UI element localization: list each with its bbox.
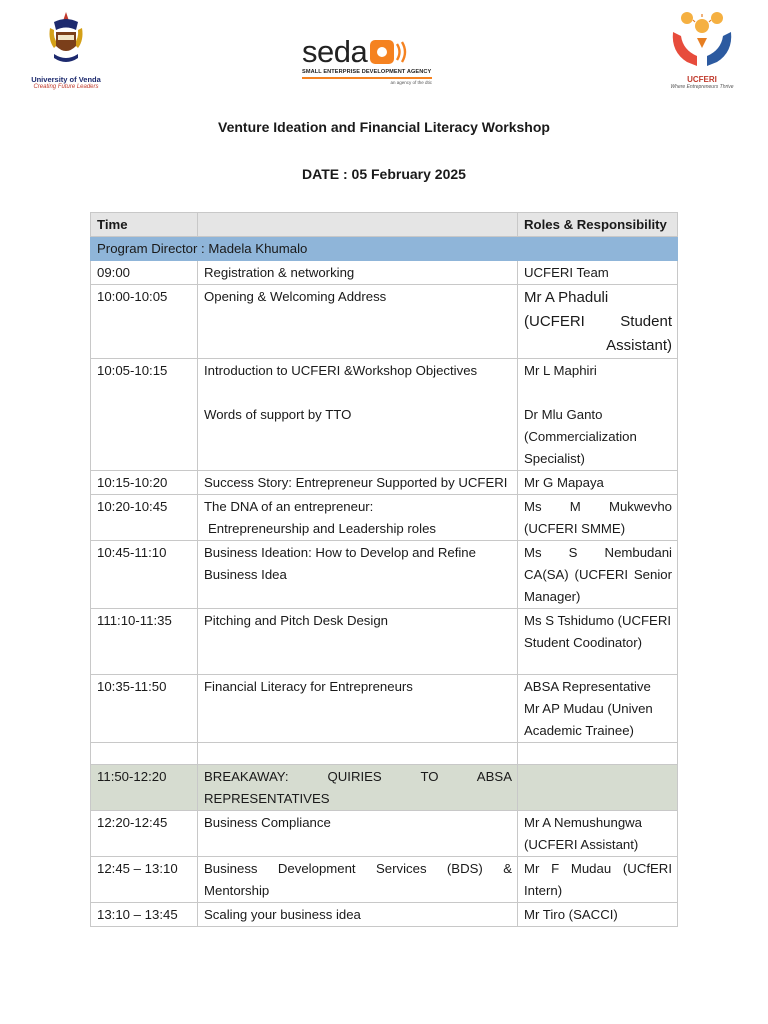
- ucferi-tagline: Where Entrepreneurs Thrive: [670, 84, 734, 90]
- row-activity: [198, 495, 518, 541]
- table-row: [91, 541, 678, 609]
- ucferi-hands-bulb-icon: [667, 8, 737, 72]
- seda-wordmark: seda: [302, 34, 368, 69]
- role-line: ABSA Representative: [524, 679, 651, 694]
- row-role: Mr A Nemushungwa (UCFERI Assistant): [518, 811, 678, 857]
- table-row: [91, 675, 678, 743]
- row-time: 13:10 – 13:45: [91, 903, 198, 927]
- row-activity: Business Compliance: [198, 811, 518, 857]
- role-line: Mr A Phaduli: [524, 289, 609, 306]
- ucferi-name: UCFERI: [687, 75, 717, 84]
- row-role: Ms S Nembudani CA(SA) (UCFERI Senior Manager): [518, 541, 678, 609]
- row-time: 10:45-11:10: [91, 541, 198, 609]
- row-activity: Business Development Services (BDS) & Mentorship: [198, 857, 518, 903]
- table-row: [91, 495, 678, 541]
- role-line: Assistant): [606, 337, 672, 354]
- row-role: [518, 359, 678, 471]
- seda-divider: [302, 77, 432, 79]
- row-time: 11:50-12:20: [91, 765, 198, 811]
- row-time: 10:05-10:15: [91, 359, 198, 471]
- table-row: [91, 609, 678, 675]
- row-time: 10:15-10:20: [91, 471, 198, 495]
- header-roles: Roles & Responsibility: [518, 213, 678, 237]
- row-activity: Success Story: Entrepreneur Supported by UCFERI: [198, 471, 518, 495]
- ucferi-logo: [664, 8, 740, 94]
- table-row: [91, 285, 678, 359]
- row-time: 12:45 – 13:10: [91, 857, 198, 903]
- row-role: Mr F Mudau (UCfERI Intern): [518, 857, 678, 903]
- table-row: [91, 811, 678, 857]
- row-role: [518, 285, 678, 359]
- seda-logo: [302, 34, 440, 92]
- row-activity: Financial Literacy for Entrepreneurs: [198, 675, 518, 743]
- row-time: 111:10-11:35: [91, 609, 198, 675]
- role-line: Ms S Tshidumo (UCFERI Student Coodinator): [524, 613, 672, 650]
- row-activity: [198, 359, 518, 471]
- row-time: 10:00-10:05: [91, 285, 198, 359]
- row-time: 09:00: [91, 261, 198, 285]
- row-role: [518, 609, 678, 675]
- program-director: Program Director : Madela Khumalo: [91, 237, 678, 261]
- row-time: 10:20-10:45: [91, 495, 198, 541]
- venda-tagline: Creating Future Leaders: [33, 84, 99, 90]
- row-activity: Scaling your business idea: [198, 903, 518, 927]
- seda-agency-of: an agency of the dtic: [390, 80, 432, 85]
- venda-crest-icon: [44, 10, 88, 68]
- row-time: 10:35-11:50: [91, 675, 198, 743]
- row-role: UCFERI Team: [518, 261, 678, 285]
- seda-signal-icon: [370, 39, 408, 65]
- row-activity: Pitching and Pitch Desk Design: [198, 609, 518, 675]
- row-role: Mr G Mapaya: [518, 471, 678, 495]
- table-header-row: [91, 213, 678, 237]
- row-activity: Opening & Welcoming Address: [198, 285, 518, 359]
- row-role: [518, 765, 678, 811]
- role-line: Dr Mlu Ganto (Commercialization Specialist): [524, 407, 637, 466]
- header-activity: [198, 213, 518, 237]
- table-row: [91, 359, 678, 471]
- row-activity: Registration & networking: [198, 261, 518, 285]
- row-time: 12:20-12:45: [91, 811, 198, 857]
- activity-line: Words of support by TTO: [204, 407, 352, 422]
- role-line: Mr AP Mudau (Univen Academic Trainee): [524, 701, 653, 738]
- table-row: [91, 471, 678, 495]
- row-role: Mr Tiro (SACCI): [518, 903, 678, 927]
- table-row: [91, 261, 678, 285]
- table-row: [91, 857, 678, 903]
- program-director-row: [91, 237, 678, 261]
- programme-table: [90, 212, 678, 927]
- empty-row: [91, 743, 678, 765]
- activity-line: The DNA of an entrepreneur:: [204, 499, 374, 514]
- university-of-venda-logo: [28, 10, 104, 92]
- document-title: Venture Ideation and Financial Literacy Workshop: [218, 119, 550, 135]
- table-row: [91, 903, 678, 927]
- row-activity: Business Ideation: How to Develop and Refine Business Idea: [198, 541, 518, 609]
- role-line: (UCFERI Student: [524, 313, 672, 330]
- header-time: Time: [91, 213, 198, 237]
- row-activity: BREAKAWAY: QUIRIES TO ABSA REPRESENTATIVES: [198, 765, 518, 811]
- seda-subtitle: SMALL ENTERPRISE DEVELOPMENT AGENCY: [302, 69, 432, 75]
- row-role: [518, 675, 678, 743]
- activity-line: Introduction to UCFERI &Workshop Objectives: [204, 363, 478, 378]
- venda-university-name: University of Venda: [31, 75, 101, 84]
- row-role: Ms M Mukwevho (UCFERI SMME): [518, 495, 678, 541]
- breakaway-row: [91, 765, 678, 811]
- role-line: Mr L Maphiri: [524, 363, 597, 378]
- activity-line: Entrepreneurship and Leadership roles: [208, 521, 436, 536]
- workshop-date: DATE : 05 February 2025: [302, 166, 466, 182]
